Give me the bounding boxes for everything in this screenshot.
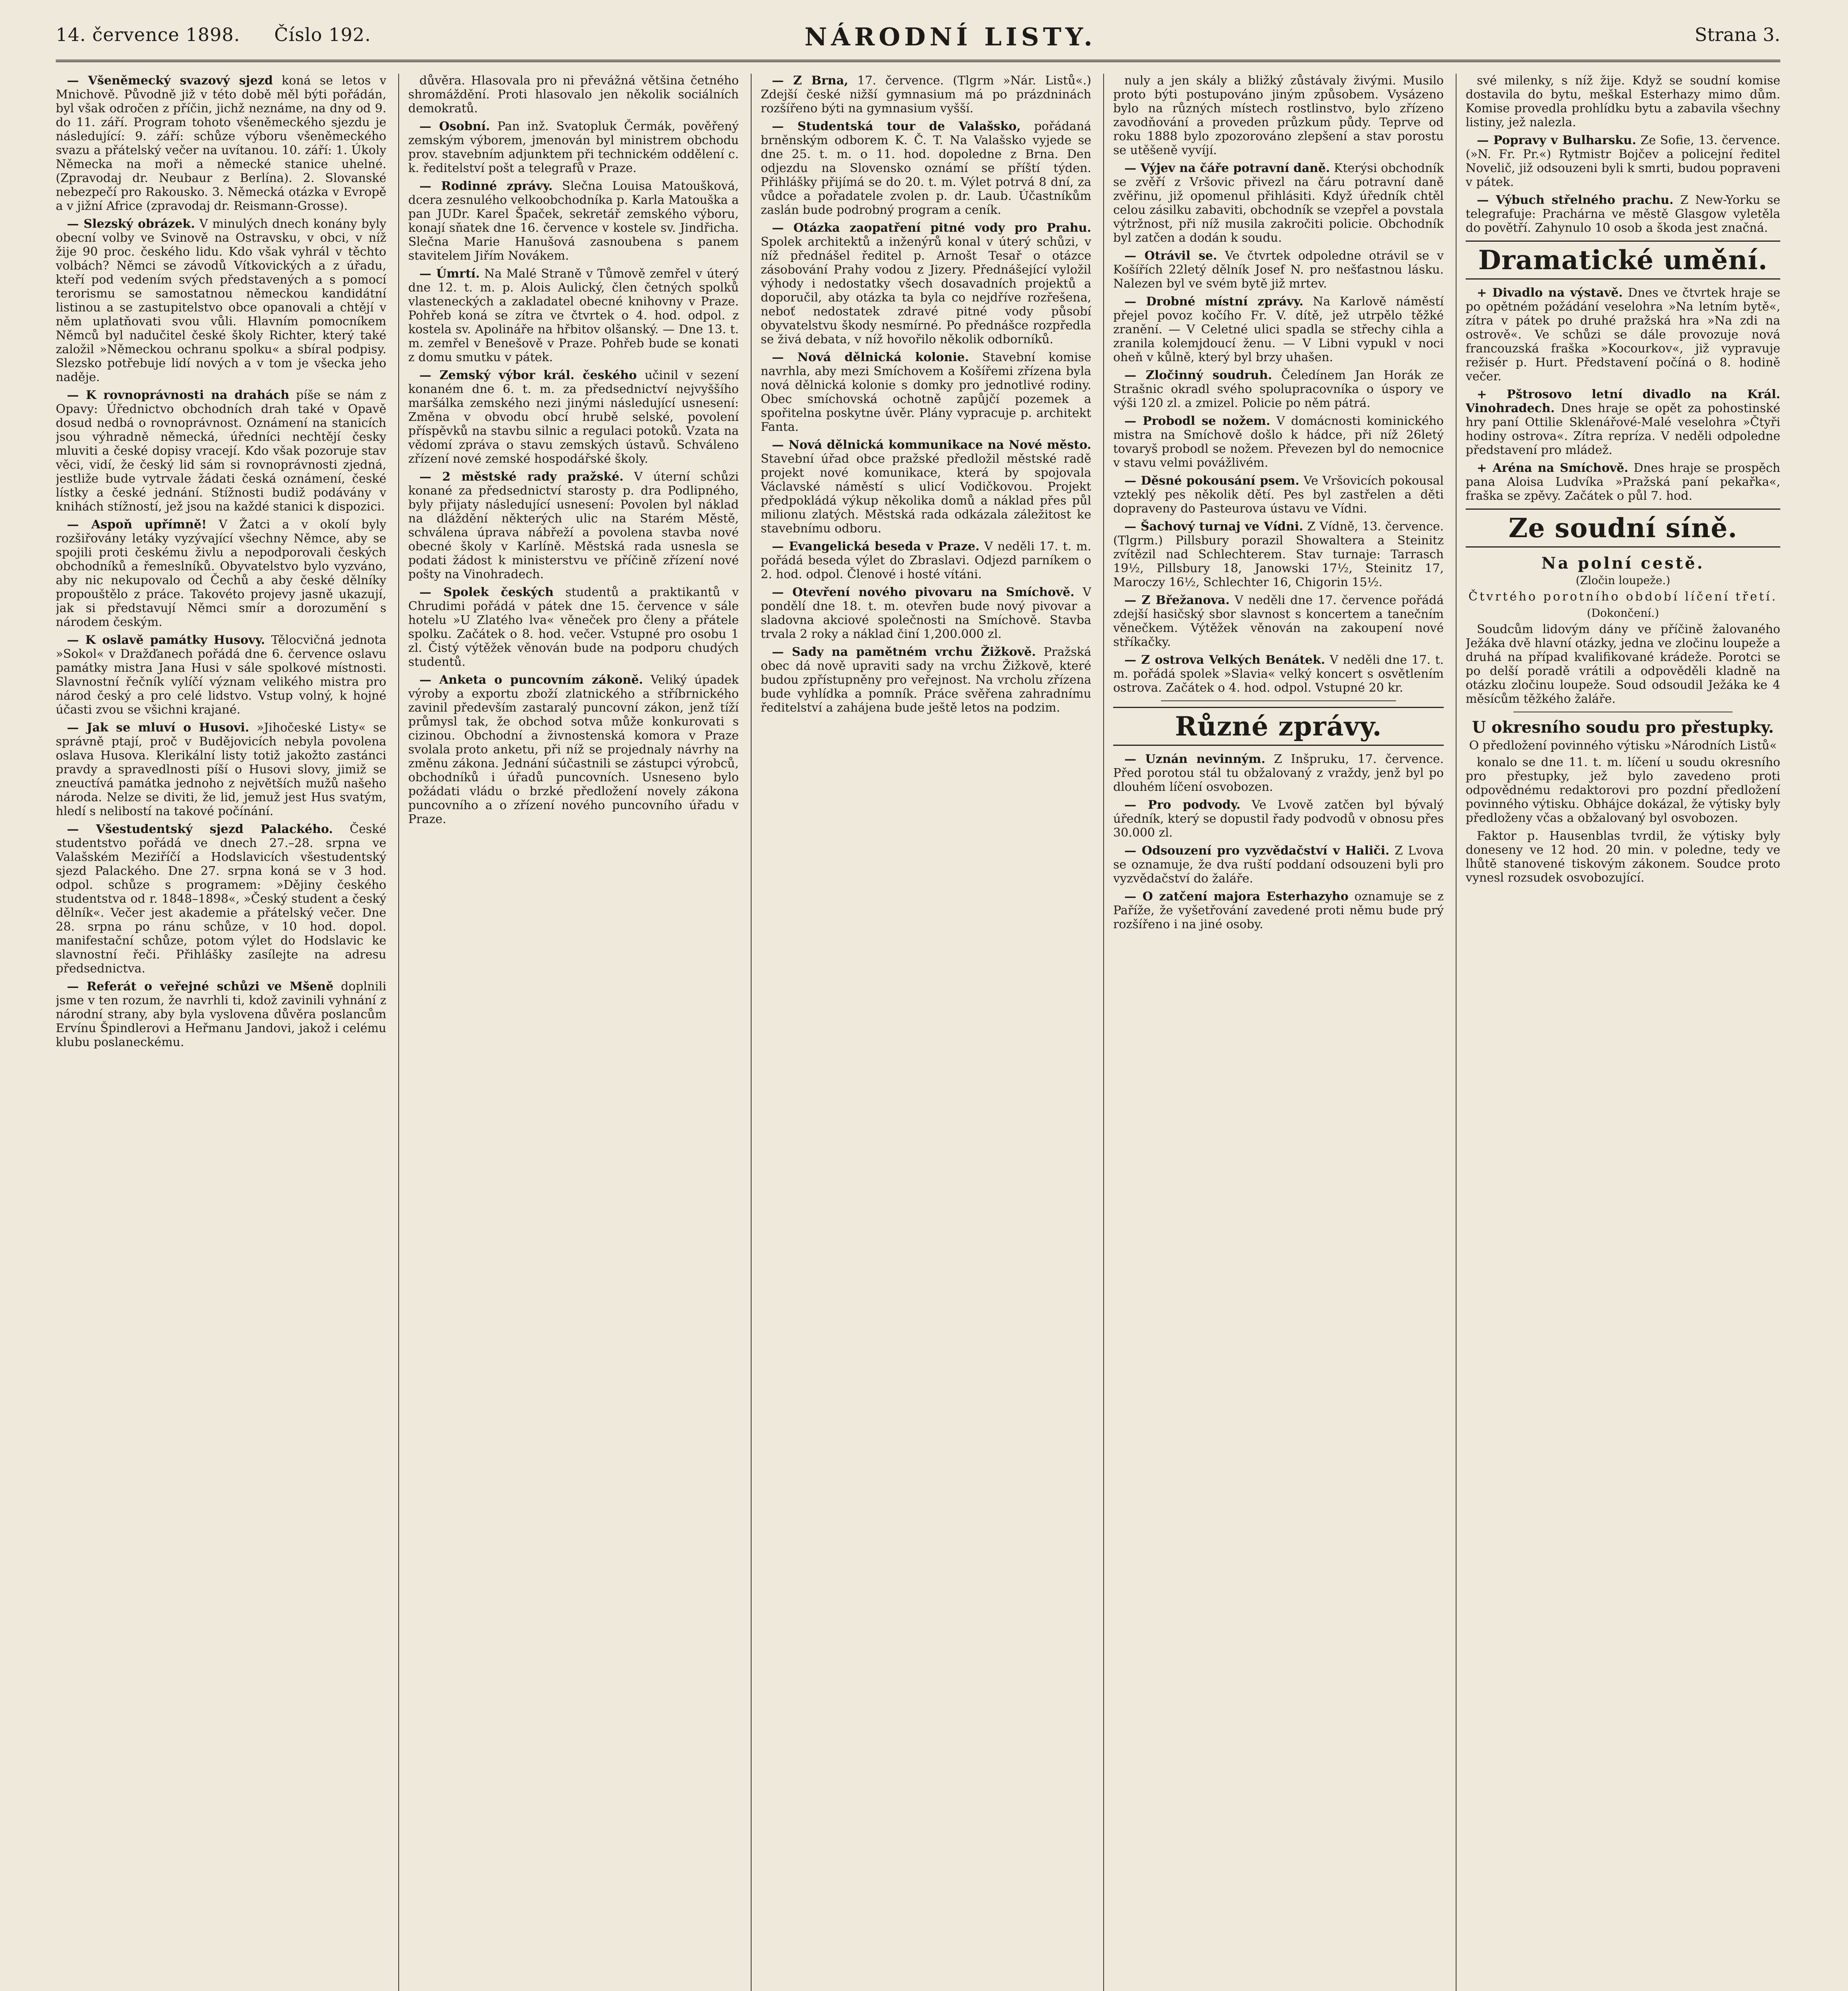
item-lead: — Pro podvody. [1124,798,1241,812]
item-text: Ve čtvrtek odpoledne otrávil se v Košířích 22letý dělník Josef N. pro nešťastnou lásku. Nalezen byl ve svém bytě již mrtev. [1113,249,1444,291]
item-text: Soudcům lidovým dány ve příčině žalovaného Ježáka dvě hlavní otázky, jedna ve zločinu loupeže a druhá na případ kvalifikované krádeže. Porotci se po delší poradě vrátili a odpověděli kladně na otázku zločinu loupeže. Soud odsoudil Ježáka ke 4 měsícům těžkého žaláře. [1466,622,1780,706]
item-text: Veliký úpadek výroby a exportu zboží zlatnického a stříbrnického zavinil především zastaralý puncovní zákon, jenž tíží průmysl tak, že obchod sotva může konkurovati s cizinou. Obchodní a živnostenská komora v Praze svolala proto anketu, při níž se projednaly návrhy na změnu zákona. Jednání súčastnili se zástupci výrobců, obchodníků i úřadů puncovních. Usneseno bylo požádati vládu o brzké předložení novely zákona puncovního a o zřízení nového puncovního úřadu v Praze. [408,673,739,826]
item-text: Stavební úřad obce pražské předložil městské radě projekt nové komunikace, která by spojovala Václavské náměstí s ulicí Vodičkovou. Projekt předpokládá výkup několika domů a náklad přes půl milionu zlatých. Městská rada odkázala záležitost ke stavebnímu odboru. [761,452,1091,536]
item-lead: — Zemský výbor král. českého [419,368,637,382]
news-item [408,368,739,466]
item-text: Pražská obec dá nově upraviti sady na vrchu Žižkově, které budou zpřístupněny pro veřejnost. Na vrcholu zřízena bude vyhlídka a pomník. Práce svěřena zahradnímu ředitelství a zahájena bude ještě letos na podzim. [761,645,1091,715]
item-lead: — Z ostrova Velkých Benátek. [1124,653,1325,667]
item-text: Pan inž. Svatopluk Čermák, pověřený zemským výborem, jmenován byl ministrem obchodu prov. stavebním adjunktem při technickém oddělení c. k. ředitelství pošt a telegrafů v Praze. [408,119,739,175]
news-item [56,980,386,1049]
item-lead: — Spolek českých [419,585,554,599]
item-lead: — K oslavě památky Husovy. [67,633,265,647]
column-rule [751,74,752,1991]
item-lead: — Drobné místní zprávy. [1124,295,1304,309]
item-text: Spolek architektů a inženýrů konal v úterý schůzi, v níž přednášel ředitel p. Arnošt Tesař o otázce zásobování Prahy vodou z Jizery. Přednášející vyložil výhody i nedostatky všech dosavadních projektů a doporučil, aby otázka ta byla co nejdříve rozřešena, neboť nedostatek zdravé pitné vody působí obyvatelstvu škody nesmírné. Po přednášce rozpředla se živá debata, v níž hovořilo několik odborníků. [761,235,1091,346]
item-text: nuly a jen skály a bližký zůstávaly živými. Musilo proto býti postupováno jiným způsobem. Vysázeno bylo na různých místech rostlinstvo, bylo zřízeno zavodňování a proveden průzkum půdy. Teprve od roku 1888 bylo zpozorováno zlepšení a stav porostu se utěšeně vyvíjí. [1113,74,1444,157]
news-item [408,673,739,826]
item-lead: + Pštrosovo letní divadlo na Král. Vinohradech. [1466,387,1780,415]
item-lead: — Otrávil se. [1124,249,1217,263]
article-title: Na polní cestě. [1541,554,1705,573]
news-item [408,74,739,115]
news-item [1113,798,1444,840]
column-2 [408,74,739,1991]
item-lead: — Sady na pamětném vrchu Žižkově. [772,645,1036,659]
item-lead: — Výjev na čáře potravní daně. [1124,161,1330,175]
news-item [1113,520,1444,589]
columns [56,74,1780,1991]
item-lead: — Výbuch střelného prachu. [1477,193,1674,207]
item-text: V pondělí dne 18. t. m. otevřen bude nový pivovar a sladovna akciové společnosti na Smíchově. Stavba trvala 2 roky a náklad činí 1,200.000 zl. [761,585,1091,641]
item-lead: — Anketa o puncovním zákoně. [419,673,643,687]
item-text: »Jihočeské Listy« se správně ptají, proč v Budějovicích nebyla povolena oslava Husova. Klerikální listy totiž jakožto zastánci pravdy a spravedlnosti píší o Husovi slovy, jimiž se zneuctívá památka jednoho z největších mužů našeho národa. Nelze se diviti, že lid, jemuž jest Hus svatým, hledí s nelibostí na takové počínání. [56,721,386,818]
item-text: Na Karlově náměstí přejel povoz kočího Fr. V. dítě, jež utrpělo těžké zranění. — V Celetné ulici spadla se střechy cihla a zranila kolemjdoucí ženu. — V Libni vypukl v noci oheň v kůlně, který byl brzy uhašen. [1113,295,1444,364]
news-item [1113,593,1444,649]
issue-number: Číslo 192. [274,24,371,45]
item-text: V neděli dne 17. července pořádá zdejší hasičský sbor slavnost s koncertem a tanečním věnečkem. Výtěžek věnován na zakoupení nové stříkačky. [1113,593,1444,649]
item-lead: — Otevření nového pivovaru na Smíchově. [772,585,1075,599]
item-lead: — Otázka zaopatření pitné vody pro Prahu. [772,221,1091,235]
item-text: Dnes ve čtvrtek hraje se po opětném požádání veselohra »Na letním bytě«, zítra v pátek po druhé pražská hra »Na zdi na ostrově«. Ve schůzi se dále provozuje nová francouzská fraška »Kocourkov«, již vypravuje režisér p. Hurt. Představení počíná o 8. hodině večer. [1466,286,1780,383]
article-note: (Zločin loupeže.) [1576,574,1670,587]
item-text: důvěra. Hlasovala pro ni převážná většina četného shromáždění. Proti hlasovalo jen několik sociálních demokratů. [408,74,739,115]
item-lead: — Osobní. [419,119,490,133]
item-lead: — Všestudentský sjezd Palackého. [67,822,333,836]
item-lead: — Šachový turnaj ve Vídni. [1124,520,1304,534]
item-text: Dnes hraje se opět za pohostinské hry paní Ottilie Sklenářové-Malé veselohra »Čtyři hodiny ostrova«. Zítra repríza. V neděli odpoledne představení pro mládež. [1466,401,1780,457]
issue-info [56,24,399,45]
news-item [56,217,386,384]
news-item [1113,249,1444,291]
section-heading-dramaticke: Dramatické umění. [1466,241,1780,280]
item-text: Ze Sofie, 13. července. (»N. Fr. Pr.«) Rytmistr Bojčev a policejní ředitel Novelič, již odsouzeni byli k smrti, budou popraveni v pátek. [1466,133,1780,189]
item-lead: — Z Břežanova. [1124,593,1230,607]
news-item [1113,295,1444,364]
item-lead: — Odsouzení pro vyzvědačství v Haliči. [1124,844,1390,858]
news-item [56,74,386,213]
news-item [56,822,386,976]
item-text: Z Vídně, 13. července. (Tlgrm.) Pillsbury porazil Showaltera a Steinitz zvítězil nad Schlechterem. Stav turnaje: Tarrasch 19½, Pillsbury 18, Janowski 17½, Steinitz 17, Maroczy 16½, Schlechter 16, Chigorin 15½. [1113,520,1444,589]
news-item [1466,829,1780,885]
news-item [1113,161,1444,245]
item-text: Kterýsi obchodník se zvěří z Vršovic přivezl na čáru potravní daně zvěřinu, již opomenul přihlásiti. Když úředník chtěl celou zásilku zabaviti, obchodník se vzepřel a povstala výtržnost, při níž musila zakročiti policie. Obchodník byl zatčen a dodán k soudu. [1113,161,1444,245]
item-lead: — Aspoň upřímně! [67,518,207,532]
item-text: Tělocvičná jednota »Sokol« v Dražďanech pořádá dne 6. července oslavu památky mistra Jana Husi v sále spolkové místnosti. Slavnostní řečník vylíčí význam velikého mistra pro národ český a pro celé lidstvo. Vstup volný, k hojné účasti zvou se všichni krajané. [56,633,386,717]
news-item [1466,286,1780,383]
section-separator [1161,700,1396,701]
item-lead: — Rodinné zprávy. [419,179,553,193]
item-text: Z New-Yorku se telegrafuje: Prachárna ve městě Glasgow vyletěla do povětří. Zahynulo 10 osob a škoda jest značná. [1466,193,1780,235]
news-item [1113,474,1444,516]
news-item [1113,844,1444,886]
news-item [1113,890,1444,931]
news-item [1113,414,1444,470]
news-item [761,585,1091,641]
news-item [408,179,739,263]
page-header [56,24,1780,62]
item-lead: — Jak se mluví o Husovi. [67,721,249,735]
item-lead: — Referát o veřejné schůzi ve Mšeně [67,980,334,994]
item-lead: — Zločinný soudruh. [1124,368,1272,382]
news-item [1466,133,1780,189]
news-item [1113,752,1444,794]
item-text: Ve Vršovicích pokousal vzteklý pes několik dětí. Pes byl zastřelen a děti dopraveny do Pasteurova ústavu ve Vídni. [1113,474,1444,516]
news-item [761,645,1091,715]
item-text: V úterní schůzi konané za předsednictví starosty p. dra Podlipného, byly přijaty následující usnesení: Povolen byl náklad na dláždění některých ulic na Starém Městě, schválena úprava nábřeží a povolena stavba nové obecné školy v Karlíně. Městská rada usnesla se podati žádost k ministerstvu ve příčině zřízení nové pošty na Vinohradech. [408,470,739,581]
item-text: píše se nám z Opavy: Úřednictvo obchodních drah také v Opavě dosud nedbá o rovnoprávnost. Oznámení na stanicích jsou výhradně německá, úředníci nechtějí česky mluviti a české dopisy vracejí. Kdo však pozoruje stav věci, vidí, že český lid sám si rovnoprávnosti zjedná, jestliže bude vytrvale žádati česká oznámení, české lístky a české jednání. Stížnosti budiž podávány v knihách stížností, jež jsou na každé stanici k dispozici. [56,388,386,514]
issue-date: 14. července 1898. [56,24,240,45]
item-lead: — 2 městské rady pražské. [419,470,624,484]
item-text: Faktor p. Hausenblas tvrdil, že výtisky byly doneseny ve 12 hod. 20 min. v poledne, tedy ve lhůtě stanovené tiskovým zákonem. Soudce proto vynesl rozsudek osvobozující. [1466,829,1780,885]
item-text: konalo se dne 11. t. m. líčení u soudu okresního pro přestupky, jež bylo zavedeno proti odpovědnému redaktorovi pro pozdní předložení povinného výtisku. Obhájce dokázal, že výtisky byly předloženy včas a obžalovaný byl osvobozen. [1466,755,1780,825]
item-lead: + Divadlo na výstavě. [1477,286,1623,300]
item-text: Čeledínem Jan Horák ze Strašnic okradl svého spolupracovníka o úspory ve výši 120 zl. a zmizel. Policie po něm pátrá. [1113,368,1444,410]
item-lead: — Popravy v Bulharsku. [1477,133,1637,147]
item-lead: — Probodl se nožem. [1124,414,1270,428]
item-text: Ve Lvově zatčen byl bývalý úředník, který se dopustil řady podvodů v obnosu přes 30.000 zl. [1113,798,1444,840]
item-lead: — Slezský obrázek. [67,217,195,231]
news-item [56,518,386,629]
news-item [1113,368,1444,410]
section-heading-soud: Ze soudní síně. [1466,509,1780,548]
newspaper-title: NÁRODNÍ LISTY. [805,22,1096,51]
item-text: učinil v sezení konaném dne 6. t. m. za předsednictví nejvyššího maršálka zemského nezi jinými následující usnesení: Změna v obvodu obcí hrubě selské, povolení příspěvků na stavbu silnic a regulaci potoků. Vzata na vědomí zpráva o stavu zemských ústavů. Schváleno zřízení nové zemské hospodářské školy. [408,368,739,466]
column-rule [398,74,399,1991]
item-lead: — K rovnoprávnosti na drahách [67,388,290,402]
item-lead: — Studentská tour de Valašsko, [772,119,1021,133]
news-item [1466,193,1780,235]
column-4 [1113,74,1444,1991]
news-item [1113,74,1444,157]
item-lead: — O zatčení majora Esterhazyho [1124,890,1349,904]
column-1 [56,74,386,1991]
news-item [761,119,1091,217]
item-lead: — Nová dělnická kommunikace na Nové město. [772,438,1091,452]
item-text: Stavební komise navrhla, aby mezi Smíchovem a Košířemi zřízena byla nová dělnická kolonie s domky pro jednotlivé rodiny. Obec smíchovská ochotně zapůjčí pozemek a spořitelna poskytne úvěr. Plány vypracuje p. architekt Fanta. [761,350,1091,434]
item-text: Z Lvova se oznamuje, že dva ruští poddaní odsouzeni byli pro vyzvědačství do žaláře. [1113,844,1444,886]
item-lead: — Evangelická beseda v Praze. [772,540,980,553]
item-text: České studentstvo pořádá ve dnech 27.–28. srpna ve Valašském Meziříčí a Hodslavicích všestudentský sjezd Palackého. Dne 27. srpna koná se v 3 hod. odpol. schůze s programem: »Dějiny českého studentstva od r. 1848–1898«, »Český student a český dělník«. Večer jest akademie a přátelský večer. Dne 28. srpna po ránu schůze, v 10 hod. dopol. manifestační schůze, potom výlet do Hodslavic ke slavnostní řeči. Přihlášky zasílejte na adresu předsednictva. [56,822,386,976]
item-text: V neděli dne 17. t. m. pořádá spolek »Slavia« velký koncert s osvětlením ostrova. Začátek o 4. hod. odpol. Vstupné 20 kr. [1113,653,1444,695]
article-subtitle-court: O předložení povinného výtisku »Národních Listů« [1469,739,1777,753]
news-item [408,267,739,364]
item-text: Na Malé Straně v Tůmově zemřel v úterý dne 12. t. m. p. Alois Aulický, člen četných spolků vlasteneckých a zakladatel obecné knihovny v Praze. Pohřeb koná se zítra ve čtvrtek o 4. hod. odpol. z kostela sv. Apolináře na hřbitov olšanský. — Dne 13. t. m. zemřel v Benešově v Praze. Pohřeb bude se konati z domu smutku v pátek. [408,267,739,364]
news-item [408,119,739,175]
article-subtitle: Čtvrtého porotního období líčení třetí. [1468,590,1778,604]
item-text: V neděli 17. t. m. pořádá beseda výlet do Zbraslavi. Odjezd parníkem o 2. hod. odpol. Členové i hosté vítáni. [761,540,1091,581]
item-text: koná se letos v Mnichově. Původně již v této době měl býti pořádán, byl však odročen z příčin, jichž neznáme, na dny od 9. do 11. září. Program tohoto všeněmeckého sjezdu je následující: 9. září: schůze výboru všeněmeckého svazu a přátelský večer na uvítanou. 10. září: 1. Úkoly Německa na moři a německé stanice uhelné. (Zpravodaj dr. Neubaur z Berlína). 2. Slovanské nebezpečí pro Rakousko. 3. Německá otázka v Evropě a v jižní Africe (zpravodaj dr. Reismann-Grosse). [56,74,386,213]
item-lead: + Aréna na Smíchově. [1477,461,1629,475]
item-text: studentů a praktikantů v Chrudimi pořádá v pátek dne 15. července v sále hotelu »U Zlatého lva« věneček pro členy a přátele spolku. Začátek o 8. hod. večer. Vstupné pro osobu 1 zl. Čistý výtěžek věnován bude na podporu chudých studentů. [408,585,739,669]
article-note: (Dokončení.) [1587,606,1659,620]
item-text: V Žatci a v okolí byly rozšiřovány letáky vyzývající všechny Němce, aby se spojili proti českému živlu a nepodporovali českých obchodníků a řemeslníků. Obyvatelstvo bylo vyzváno, aby nic nekupovalo od Čechů a aby české dělníky propouštělo z práce. Takovéto projevy jasně ukazují, jak si představují Němci smír a dorozumění s národem českým. [56,518,386,629]
item-text: oznamuje se z Paříže, že vyšetřování zavedené proti němu bude prý rozšířeno i na jiné osoby. [1113,890,1444,931]
item-lead: — Všeněmecký svazový sjezd [67,74,273,88]
news-item [761,540,1091,581]
news-item [1466,74,1780,129]
item-text: V domácnosti kominického mistra na Smíchově došlo k hádce, při níž 26letý tovaryš probodl se nožem. Převezen byl do nemocnice v stavu velmi povážlivém. [1113,414,1444,470]
news-item [761,350,1091,434]
item-lead: — Z Brna, [772,74,848,88]
item-text: Z Inšpruku, 17. července. Před porotou stál tu obžalovaný z vraždy, jenž byl po dlouhém líčení osvobozen. [1113,752,1444,794]
item-text: pořádaná brněnským odborem K. Č. T. Na Valašsko vyjede se dne 25. t. m. o 11. hod. dopoledne z Brna. Den odjezdu na Slovensko oznámí se příští týden. Přihlášky přijímá se do 20. t. m. Výlet potrvá 8 dní, za vůdce a pořadatele zvolen p. dr. Laub. Účastníkům zaslán bude podrobný program a ceník. [761,119,1091,217]
section-heading-ruzne: Různé zprávy. [1113,707,1444,746]
item-text: Dnes hraje se prospěch pana Aloisa Ludvíka »Pražská paní pekařka«, fraška se zpěvy. Začátek o půl 7. hod. [1466,461,1780,503]
item-text: Slečna Louisa Matoušková, dcera zesnulého velkoobchodníka p. Karla Matouška a pan JUDr. Karel Špaček, sekretář zemského výboru, konají sňatek dne 16. července v kostele sv. Jindřicha. Slečna Marie Hanušová zasnoubena s panem stavitelem Jiřím Novákem. [408,179,739,263]
item-text: své milenky, s níž žije. Když se soudní komise dostavila do bytu, meškal Esterhazy mimo dům. Komise provedla prohlídku bytu a zabavila všechny listiny, jež nalezla. [1466,74,1780,129]
item-lead: — Úmrtí. [419,267,480,281]
column-3 [761,74,1091,1991]
news-item [1466,622,1780,706]
article-title-court: U okresního soudu pro přestupky. [1472,718,1774,737]
item-lead: — Nová dělnická kolonie. [772,350,969,364]
news-item [1113,653,1444,695]
column-5 [1466,74,1780,1991]
item-text: doplnili jsme v ten rozum, že navrhli ti, kdož zavinili vyhnání z národní strany, aby byla vyslovena důvěra poslancům Ervínu Špindlerovi a Heřmanu Jandovi, jakož i celému klubu poslaneckému. [56,980,386,1049]
news-item [1466,387,1780,457]
column-rule [1103,74,1104,1991]
item-text: 17. července. (Tlgrm »Nár. Listů«.) Zdejší české nižší gymnasium má po prázdninách rozšířeno býti na gymnasium vyšší. [761,74,1091,115]
news-item [408,585,739,669]
item-text: V minulých dnech konány byly obecní volby ve Svinově na Ostravsku, v obci, v níž žije 90 proc. českého lidu. Kdo však vyhrál v těchto volbách? Němci se závodů Vítkovických a z úřadu, kteří pod vedením svých představených a s pomocí terorismu se samostatnou německou kandidátní listinou a se zastupitelstvo obce opanovali a chtějí v něm uplatňovati svou vůli. Hlavním pomocníkem Němců byl nadučitel české školy Richter, který také založil »Německou ochranu spolku« a sbíral podpisy. Slezsko potřebuje lidí nových a v tom je všecka jeho naděje. [56,217,386,384]
item-lead: — Děsné pokousání psem. [1124,474,1300,488]
news-item [56,633,386,717]
news-item [761,438,1091,536]
news-item [761,221,1091,346]
news-item [56,721,386,818]
news-item [1466,461,1780,503]
news-item [1466,755,1780,825]
news-item [408,470,739,581]
news-item [56,388,386,514]
page-number: Strana 3. [1695,24,1780,45]
news-item [761,74,1091,115]
item-lead: — Uznán nevinným. [1124,752,1266,766]
